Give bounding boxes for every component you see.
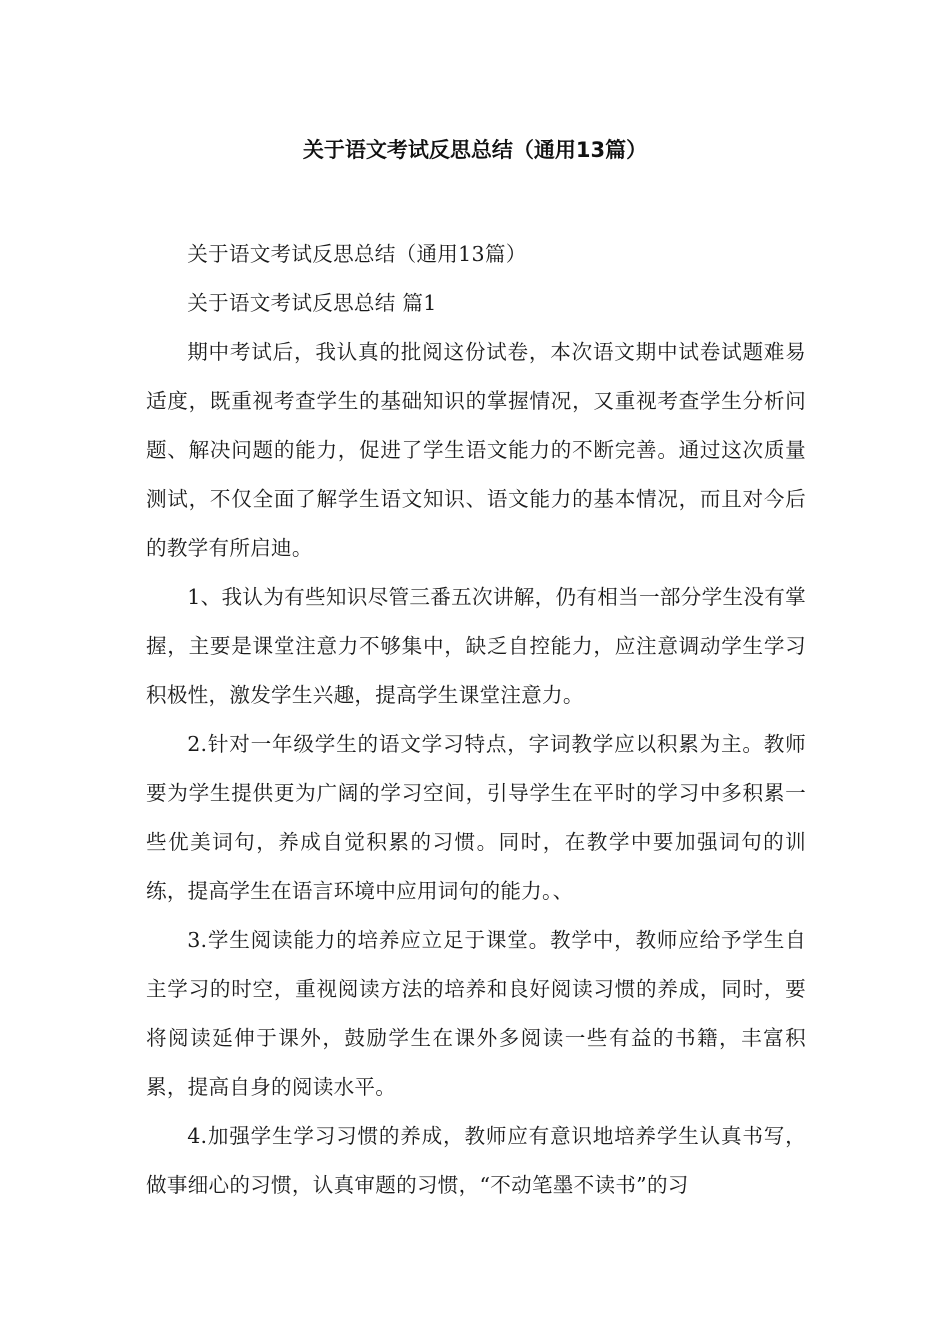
document-title: 关于语文考试反思总结（通用13篇）: [302, 138, 648, 162]
paragraph-point-4: 4.加强学生学习习惯的养成，教师应有意识地培养学生认真书写，做事细心的习惯，认真审题的习惯，“不动笔墨不读书”的习: [146, 1124, 806, 1197]
document-body: [146, 230, 806, 1210]
paragraph-intro: 期中考试后，我认真的批阅这份试卷，本次语文期中试卷试题难易适度，既重视考查学生的基础知识的掌握情况，又重视考查学生分析问题、解决问题的能力，促进了学生语文能力的不断完善。通过这次质量测试，不仅全面了解学生语文知识、语文能力的基本情况，而且对今后的教学有所启迪。: [146, 340, 806, 560]
paragraph-point-2: 2.针对一年级学生的语文学习特点，字词教学应以积累为主。教师要为学生提供更为广阔的学习空间，引导学生在平时的学习中多积累一些优美词句，养成自觉积累的习惯。同时，在教学中要加强词句的训练，提高学生在语言环境中应用词句的能力。、: [146, 732, 806, 903]
paragraph-section-heading: 关于语文考试反思总结 篇1: [187, 291, 437, 315]
paragraph-point-1: 1、我认为有些知识尽管三番五次讲解，仍有相当一部分学生没有掌握，主要是课堂注意力不够集中，缺乏自控能力，应注意调动学生学习积极性，激发学生兴趣，提高学生课堂注意力。: [146, 585, 806, 707]
paragraph-point-3: 3.学生阅读能力的培养应立足于课堂。教学中，教师应给予学生自主学习的时空，重视阅读方法的培养和良好阅读习惯的养成，同时，要将阅读延伸于课外，鼓励学生在课外多阅读一些有益的书籍，丰富积累，提高自身的阅读水平。: [146, 928, 806, 1099]
paragraph-subtitle: 关于语文考试反思总结（通用13篇）: [187, 242, 527, 266]
